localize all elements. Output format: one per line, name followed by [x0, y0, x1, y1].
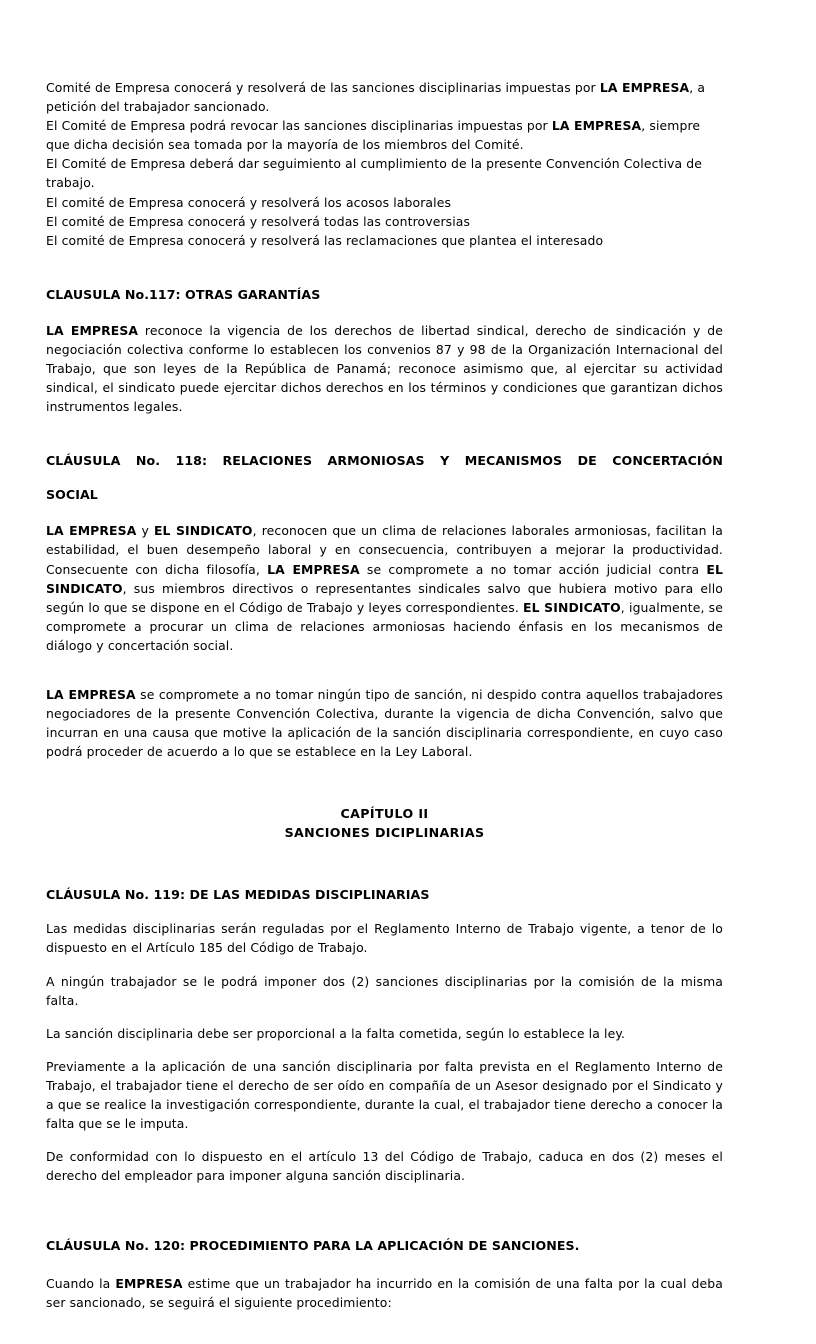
intro-line-2-prefix: El Comité de Empresa podrá revocar las sanciones disciplinarias impuestas por [46, 118, 552, 134]
spacer [46, 250, 723, 286]
spacer [46, 1010, 723, 1024]
spacer [46, 958, 723, 972]
intro-line-1 [46, 78, 723, 116]
clause-118-heading-line-1: CLÁUSULA No. 118: RELACIONES ARMONIOSAS Y MECANISMOS DE CONCERTACIÓN [46, 453, 723, 469]
clause-118-p1-text-1: y [136, 523, 154, 539]
clause-117-paragraph [46, 321, 723, 416]
intro-line-2-suffix: , siempre que dicha decisión sea tomada por la mayoría de los miembros del Comité. [46, 118, 701, 153]
clause-118-p1-text-2: , reconocen que un clima de relaciones laborales armoniosas, facilitan la estabilidad, el buen desempeño laboral y en consecuencia, contribuyen a mejorar la productividad. Consecuente con dicha filosofía, [46, 523, 723, 577]
chapter-title: SANCIONES DICIPLINARIAS [284, 824, 485, 840]
clause-119-paragraph-5: De conformidad con lo dispuesto en el artículo 13 del Código de Trabajo, caduca en dos (2) meses el derecho del empleador para imponer alguna sanción disciplinaria. [46, 1149, 723, 1184]
spacer [46, 1254, 723, 1274]
intro-line-2-entity: LA EMPRESA [551, 118, 642, 134]
clause-120-heading: CLÁUSULA No. 120: PROCEDIMIENTO PARA LA APLICACIÓN DE SANCIONES. [46, 1238, 580, 1254]
clause-117-entity-empresa: LA EMPRESA [46, 322, 139, 338]
clause-118-paragraph-1 [46, 521, 723, 655]
clause-120-p1-text-1: Cuando la [46, 1276, 116, 1292]
clause-118-entity-sindicato-2: EL SINDICATO [46, 561, 723, 596]
clause-119-paragraph-1: Las medidas disciplinarias serán reguladas por el Reglamento Interno de Trabajo vigente, a tenor de lo dispuesto en el Artículo 185 del Código de Trabajo. [46, 921, 723, 956]
intro-line-1-suffix: , a petición del trabajador sancionado. [46, 80, 706, 115]
clause-119-heading: CLÁUSULA No. 119: DE LAS MEDIDAS DISCIPLINARIAS [46, 887, 430, 903]
chapter-heading [46, 805, 723, 842]
clause-119-paragraph-3: La sanción disciplinaria debe ser proporcional a la falta cometida, según lo establece la ley. [46, 1025, 626, 1041]
clause-120-p1-text-2: estime que un trabajador ha incurrido en la comisión de una falta por la cual deba ser sancionado, se seguirá el siguiente procedimiento: [46, 1276, 723, 1311]
chapter-number: CAPÍTULO II [340, 806, 429, 822]
spacer [46, 1133, 723, 1147]
intro-line-6: El comité de Empresa conocerá y resolverá las reclamaciones que plantea el interesado [46, 232, 604, 248]
spacer [46, 761, 723, 805]
clause-119-paragraph-4: Previamente a la aplicación de una sanción disciplinaria por falta prevista en el Reglamento Interno de Trabajo, el trabajador tiene el derecho de ser oído en compañía de un Asesor designado por el Sindicato y a que se realice la investigación correspondiente, durante la cual, el trabajador tiene derecho a conocer la falta que se le imputa. [46, 1058, 723, 1132]
spacer [46, 503, 723, 521]
intro-block [46, 78, 723, 250]
clause-118-paragraph-2 [46, 685, 723, 761]
clause-120-entity-empresa: EMPRESA [115, 1276, 183, 1292]
spacer [46, 655, 723, 685]
spacer [46, 416, 723, 452]
clause-118-p1-text-5: , igualmente, se compromete a procurar un clima de relaciones armoniosas haciendo énfasis en los mecanismos de diálogo y concertación social. [46, 599, 723, 653]
clause-118-entity-sindicato-1: EL SINDICATO [153, 523, 253, 539]
clause-118-entity-empresa-2: LA EMPRESA [267, 561, 360, 577]
clause-119-paragraph-2: A ningún trabajador se le podrá imponer dos (2) sanciones disciplinarias por la comisión de la misma falta. [46, 973, 723, 1008]
clause-118-entity-empresa-1: LA EMPRESA [46, 523, 137, 539]
clause-118-p2-text: se compromete a no tomar ningún tipo de sanción, ni despido contra aquellos trabajadores negociadores de la presente Convención Colectiva, durante la vigencia de dicha Convención, salvo que incurran en una causa que motive la aplicación de la sanción disciplinaria correspondiente, en cuyo caso podrá proceder de acuerdo a lo que se establece en la Ley Laboral. [46, 686, 723, 760]
clause-118-heading-line-2: SOCIAL [46, 487, 98, 503]
intro-line-3: El Comité de Empresa deberá dar seguimiento al cumplimiento de la presente Convención Colectiva de trabajo. [46, 156, 703, 191]
intro-line-2 [46, 116, 723, 154]
spacer [46, 842, 723, 886]
clause-120-paragraph-1 [46, 1274, 723, 1312]
document-body [46, 78, 723, 1313]
clause-118-p1-text-4: , sus miembros directivos o representantes sindicales salvo que hubiera motivo para ello según lo que se dispone en el Código de Trabajo y leyes correspondientes. [46, 580, 723, 615]
intro-line-4: El comité de Empresa conocerá y resolverá los acosos laborales [46, 194, 452, 210]
clause-118-entity-sindicato-3: EL SINDICATO [523, 599, 621, 615]
spacer [46, 1043, 723, 1057]
intro-line-1-prefix: Comité de Empresa conocerá y resolverá de las sanciones disciplinarias impuestas por [46, 80, 600, 95]
clause-117-paragraph-text: reconoce la vigencia de los derechos de libertad sindical, derecho de sindicación y de negociación colectiva conforme lo establecen los convenios 87 y 98 de la Organización Internacional del Trabajo, que son leyes de la República de Panamá; reconoce asimismo que, al ejercitar su actividad sindical, el sindicato puede ejercitar dichos derechos en los términos y condiciones que garantizan dichos instrumentos legales. [46, 322, 723, 415]
intro-line-5: El comité de Empresa conocerá y resolverá todas las controversias [46, 213, 471, 229]
clause-118-entity-empresa-3: LA EMPRESA [46, 686, 136, 702]
clause-117-heading: CLAUSULA No.117: OTRAS GARANTÍAS [46, 286, 321, 302]
spacer [46, 1185, 723, 1237]
spacer [46, 903, 723, 919]
spacer [46, 303, 723, 321]
clause-118-p1-text-3: se compromete a no tomar acción judicial contra [359, 561, 707, 577]
intro-line-1-entity: LA EMPRESA [599, 80, 690, 95]
